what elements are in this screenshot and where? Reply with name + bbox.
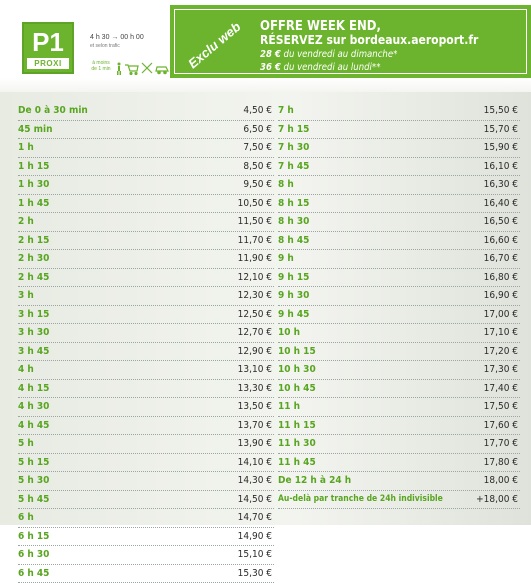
tariff-row — [278, 361, 520, 380]
opening-hours — [90, 34, 144, 50]
price-value: 13,70 € — [238, 420, 272, 431]
tariff-row — [18, 417, 274, 436]
service-icons — [115, 61, 170, 75]
price-value: 15,30 € — [238, 568, 272, 579]
tariff-row — [18, 158, 274, 177]
header-band — [0, 0, 531, 92]
price-value: 17,40 € — [484, 383, 518, 394]
logo-subtitle: PROXI — [27, 58, 69, 69]
price-value: 15,90 € — [484, 142, 518, 153]
price-value: 12,90 € — [238, 346, 272, 357]
price-value: 16,70 € — [484, 253, 518, 264]
tariff-row — [278, 102, 520, 121]
duration-label: 8 h — [278, 179, 294, 190]
web-offer-banner — [170, 5, 531, 78]
tariff-row — [18, 380, 274, 399]
walk-time-line-2: de 1 min — [90, 66, 112, 72]
exclu-web-badge: Exclu web — [185, 20, 243, 72]
offer-price-28: 28 € — [260, 49, 281, 60]
price-value: 11,50 € — [238, 216, 272, 227]
duration-label: 1 h 15 — [18, 161, 49, 172]
duration-label: 1 h 45 — [18, 198, 49, 209]
tariff-row — [18, 306, 274, 325]
price-value: 17,10 € — [484, 327, 518, 338]
price-value: +18,00 € — [476, 494, 518, 505]
walk-time — [90, 60, 112, 72]
duration-label: 1 h 30 — [18, 179, 49, 190]
tariff-row — [18, 232, 274, 251]
duration-label: 5 h 45 — [18, 494, 49, 505]
car-icon — [156, 67, 168, 74]
tariff-row — [18, 269, 274, 288]
logo-letters: P1 — [24, 26, 72, 58]
duration-label: 3 h 45 — [18, 346, 49, 357]
duration-label: 8 h 15 — [278, 198, 309, 209]
price-value: 13,30 € — [238, 383, 272, 394]
price-value: 17,70 € — [484, 438, 518, 449]
price-value: 8,50 € — [243, 161, 272, 172]
tariff-row — [18, 454, 274, 473]
price-value: 12,50 € — [238, 309, 272, 320]
price-value: 16,50 € — [484, 216, 518, 227]
tariff-row — [18, 121, 274, 140]
tariff-row — [278, 343, 520, 362]
duration-label: 6 h 45 — [18, 568, 49, 579]
duration-label: 10 h 45 — [278, 383, 316, 394]
price-value: 6,50 € — [243, 124, 272, 135]
tariff-row — [18, 287, 274, 306]
duration-label: 9 h 45 — [278, 309, 309, 320]
duration-label: 2 h — [18, 216, 34, 227]
price-value: 14,30 € — [238, 475, 272, 486]
duration-label: 3 h — [18, 290, 34, 301]
price-value: 16,30 € — [484, 179, 518, 190]
duration-label: 7 h 30 — [278, 142, 309, 153]
offer-text-28: du vendredi au dimanche* — [281, 49, 398, 60]
price-value: 16,90 € — [484, 290, 518, 301]
duration-label: Au-delà par tranche de 24h indivisible — [278, 494, 443, 504]
duration-label: 6 h 30 — [18, 549, 49, 560]
tariff-row — [18, 250, 274, 269]
price-value: 12,30 € — [238, 290, 272, 301]
tariff-row — [18, 435, 274, 454]
duration-label: 9 h 30 — [278, 290, 309, 301]
duration-label: 7 h 45 — [278, 161, 309, 172]
tariff-table — [0, 92, 531, 525]
tariff-row — [278, 176, 520, 195]
price-value: 17,00 € — [484, 309, 518, 320]
no-car-icon — [142, 63, 152, 73]
tariff-row — [18, 361, 274, 380]
tariff-row — [18, 324, 274, 343]
walk-time-line-1: à moins — [90, 60, 112, 66]
price-value: 17,30 € — [484, 364, 518, 375]
duration-label: 1 h — [18, 142, 34, 153]
duration-label: 2 h 30 — [18, 253, 49, 264]
duration-label: 11 h — [278, 401, 300, 412]
offer-reserve-line — [260, 33, 478, 47]
duration-label: 4 h 15 — [18, 383, 49, 394]
duration-label: 9 h 15 — [278, 272, 309, 283]
duration-label: 2 h 45 — [18, 272, 49, 283]
duration-label: 9 h — [278, 253, 294, 264]
price-value: 10,50 € — [238, 198, 272, 209]
tariff-row — [18, 195, 274, 214]
tariff-row — [278, 232, 520, 251]
price-value: 16,10 € — [484, 161, 518, 172]
tariff-row — [278, 250, 520, 269]
price-value: 17,80 € — [484, 457, 518, 468]
tariff-row — [278, 324, 520, 343]
offer-text-36: du vendredi au lundi** — [281, 62, 381, 73]
price-value: 16,60 € — [484, 235, 518, 246]
tariff-row — [278, 195, 520, 214]
duration-label: 6 h 15 — [18, 531, 49, 542]
price-value: 18,00 € — [484, 475, 518, 486]
p1-parking-logo — [22, 22, 74, 74]
duration-label: 7 h 15 — [278, 124, 309, 135]
tariff-row — [18, 491, 274, 510]
tariff-row — [278, 306, 520, 325]
duration-label: 11 h 45 — [278, 457, 316, 468]
reserve-site: bordeaux.aeroport.fr — [350, 33, 479, 47]
tariff-row — [278, 269, 520, 288]
tariff-row — [18, 528, 274, 547]
price-value: 14,90 € — [238, 531, 272, 542]
duration-label: 45 min — [18, 124, 53, 135]
offer-line-weekend — [260, 49, 397, 60]
duration-label: 2 h 15 — [18, 235, 49, 246]
offer-frame — [174, 9, 527, 74]
price-value: 15,50 € — [484, 105, 518, 116]
tariff-row — [18, 139, 274, 158]
duration-label: 4 h 30 — [18, 401, 49, 412]
tariff-row — [18, 565, 274, 583]
duration-label: 8 h 45 — [278, 235, 309, 246]
tariff-row — [18, 213, 274, 232]
price-value: 17,60 € — [484, 420, 518, 431]
price-value: 7,50 € — [243, 142, 272, 153]
tariff-row — [278, 491, 520, 510]
tariff-column-left — [18, 102, 274, 583]
price-value: 14,50 € — [238, 494, 272, 505]
duration-label: 7 h — [278, 105, 294, 116]
price-value: 14,70 € — [238, 512, 272, 523]
duration-label: 5 h 30 — [18, 475, 49, 486]
duration-label: 11 h 30 — [278, 438, 316, 449]
tariff-row — [278, 417, 520, 436]
offer-title: OFFRE WEEK END, — [260, 19, 381, 34]
tariff-row — [18, 546, 274, 565]
price-value: 11,70 € — [238, 235, 272, 246]
price-value: 13,90 € — [238, 438, 272, 449]
duration-label: 6 h — [18, 512, 34, 523]
tariff-row — [278, 158, 520, 177]
offer-line-long-weekend — [260, 62, 380, 73]
tariff-column-right — [278, 102, 520, 509]
tariff-row — [18, 472, 274, 491]
price-value: 17,50 € — [484, 401, 518, 412]
tariff-row — [18, 102, 274, 121]
price-value: 17,20 € — [484, 346, 518, 357]
tariff-row — [278, 398, 520, 417]
price-value: 16,40 € — [484, 198, 518, 209]
tariff-row — [18, 343, 274, 362]
offer-price-36: 36 € — [260, 62, 281, 73]
price-value: 15,10 € — [238, 549, 272, 560]
duration-label: 4 h 45 — [18, 420, 49, 431]
tariff-row — [18, 398, 274, 417]
trolley-icon — [125, 65, 138, 75]
tariff-row — [278, 287, 520, 306]
duration-label: 3 h 15 — [18, 309, 49, 320]
tariff-row — [278, 121, 520, 140]
duration-label: 11 h 15 — [278, 420, 316, 431]
price-value: 16,80 € — [484, 272, 518, 283]
hours-note: et selon trafic — [90, 42, 144, 50]
tariff-row — [278, 213, 520, 232]
price-value: 12,70 € — [238, 327, 272, 338]
price-value: 11,90 € — [238, 253, 272, 264]
price-value: 9,50 € — [243, 179, 272, 190]
duration-label: 8 h 30 — [278, 216, 309, 227]
tariff-row — [278, 435, 520, 454]
duration-label: 10 h 30 — [278, 364, 316, 375]
duration-label: 10 h 15 — [278, 346, 316, 357]
duration-label: De 12 h à 24 h — [278, 475, 351, 486]
price-value: 13,50 € — [238, 401, 272, 412]
tariff-row — [18, 176, 274, 195]
duration-label: 5 h — [18, 438, 34, 449]
price-value: 14,10 € — [238, 457, 272, 468]
tariff-row — [278, 472, 520, 491]
reserve-prefix: RÉSERVEZ sur — [260, 33, 350, 47]
duration-label: 4 h — [18, 364, 34, 375]
duration-label: De 0 à 30 min — [18, 105, 88, 116]
hours-range: 4 h 30 → 00 h 00 — [90, 34, 144, 42]
duration-label: 3 h 30 — [18, 327, 49, 338]
price-value: 13,10 € — [238, 364, 272, 375]
price-value: 4,50 € — [243, 105, 272, 116]
duration-label: 10 h — [278, 327, 300, 338]
price-value: 15,70 € — [484, 124, 518, 135]
price-value: 12,10 € — [238, 272, 272, 283]
pedestrian-icon — [117, 63, 121, 76]
tariff-row — [278, 139, 520, 158]
tariff-row — [278, 380, 520, 399]
tariff-row — [278, 454, 520, 473]
duration-label: 5 h 15 — [18, 457, 49, 468]
